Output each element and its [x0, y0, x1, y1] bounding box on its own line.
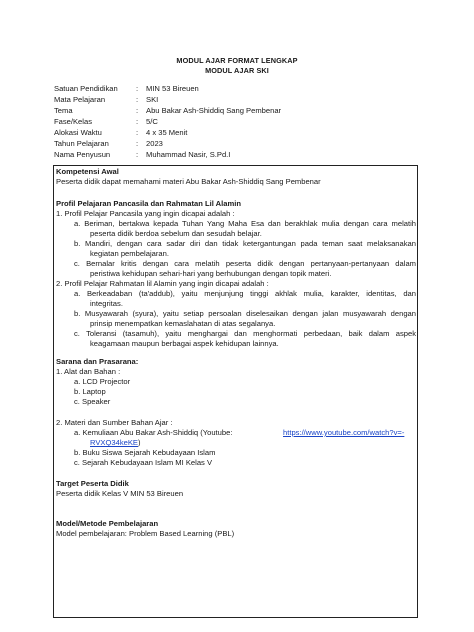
sarana-item-2c: c. Sejarah Kebudayaan Islam MI Kelas V — [74, 458, 213, 467]
info-colon: : — [136, 84, 139, 93]
profil-item-1b: b. Mandiri, dengan cara sadar diri dan tidak ketergantungan pada teman saat melaksanakan — [74, 239, 416, 248]
info-label: Nama Penyusun — [54, 150, 111, 159]
youtube-link-cont-line — [90, 438, 141, 448]
info-value: SKI — [146, 95, 159, 104]
info-value: 5/C — [146, 117, 158, 126]
youtube-link[interactable]: https://www.youtube.com/watch?v=- — [283, 428, 405, 437]
info-colon: : — [136, 95, 139, 104]
info-label: Tema — [54, 106, 73, 115]
info-value: Abu Bakar Ash-Shiddiq Sang Pembenar — [146, 106, 282, 115]
profil-item-1: 1. Profil Pelajar Pancasila yang ingin dicapai adalah : — [56, 209, 235, 218]
profil-item-2b-cont: prinsip menempatkan kemaslahatan di atas segalanya. — [90, 319, 276, 328]
profil-heading: Profil Pelajaran Pancasila dan Rahmatan Lil Alamin — [56, 199, 241, 208]
model-heading: Model/Metode Pembelajaran — [56, 519, 159, 528]
info-value: MIN 53 Bireuen — [146, 84, 199, 93]
profil-item-2b: b. Musyawarah (syura), yaitu setiap persoalan diselesaikan dengan jalan musyawarah dengan — [74, 309, 416, 318]
document-title: MODUL AJAR FORMAT LENGKAP — [176, 56, 298, 65]
target-text: Peserta didik Kelas V MIN 53 Bireuen — [56, 489, 184, 498]
info-colon: : — [136, 106, 139, 115]
info-colon: : — [136, 139, 139, 148]
sarana-item-1: 1. Alat dan Bahan : — [56, 367, 121, 376]
info-label: Satuan Pendidikan — [54, 84, 118, 93]
model-text: Model pembelajaran: Problem Based Learning (PBL) — [56, 529, 235, 538]
sarana-heading: Sarana dan Prasarana: — [56, 357, 139, 366]
profil-item-2a: a. Berkeadaban (ta'addub), yaitu menjunjung tinggi akhlak mulia, karakter, identitas, dan — [74, 289, 416, 298]
sarana-item-2b: b. Buku Siswa Sejarah Kebudayaan Islam — [74, 448, 216, 457]
sarana-item-1c: c. Speaker — [74, 397, 111, 406]
info-value: 4 x 35 Menit — [146, 128, 188, 137]
info-colon: : — [136, 150, 139, 159]
sarana-item-2: 2. Materi dan Sumber Bahan Ajar : — [56, 418, 173, 427]
profil-item-1a-cont: peserta didik berdoa sebelum dan sesudah belajar. — [90, 229, 262, 238]
target-heading: Target Peserta Didik — [56, 479, 129, 488]
profil-item-1c: c. Bernalar kritis dengan cara melatih peserta didik dengan pertanyaan-pertanyaan dalam — [74, 259, 416, 268]
info-value: 2023 — [146, 139, 163, 148]
info-label: Mata Pelajaran — [54, 95, 106, 104]
info-label: Alokasi Waktu — [54, 128, 102, 137]
document-subtitle: MODUL AJAR SKI — [205, 66, 269, 75]
kompetensi-heading: Kompetensi Awal — [56, 167, 119, 176]
profil-item-1b-cont: kegiatan pembelajaran. — [90, 249, 169, 258]
kompetensi-text: Peserta didik dapat memahami materi Abu Bakar Ash-Shiddiq Sang Pembenar — [56, 177, 321, 186]
profil-item-2: 2. Profil Pelajar Rahmatan lil Alamin yang ingin dicapai adalah : — [56, 279, 269, 288]
sarana-item-1a: a. LCD Projector — [74, 377, 131, 386]
info-colon: : — [136, 128, 139, 137]
profil-item-1c-cont: peristiwa kehidupan sehari-hari yang berhubungan dengan topik materi. — [90, 269, 332, 278]
link-close-paren: ) — [137, 438, 141, 447]
sarana-item-1b: b. Laptop — [74, 387, 106, 396]
sarana-item-2a: a. Kemuliaan Abu Bakar Ash-Shiddiq (Youtube: — [74, 428, 233, 437]
profil-item-1a: a. Beriman, bertakwa kepada Tuhan Yang Maha Esa dan berakhlak mulia dengan cara melatih — [74, 219, 416, 228]
profil-item-2a-cont: integritas. — [90, 299, 123, 308]
info-label: Fase/Kelas — [54, 117, 92, 126]
info-value: Muhammad Nasir, S.Pd.I — [146, 150, 231, 159]
profil-item-2c: c. Toleransi (tasamuh), yaitu menghargai dan menghormati perbedaan, baik dalam aspek — [74, 329, 416, 338]
info-label: Tahun Pelajaran — [54, 139, 109, 148]
youtube-link-cont[interactable]: RVXQ34keKE — [90, 438, 138, 447]
profil-item-2c-cont: keagamaan maupun berbagai aspek kehidupan lainnya. — [90, 339, 279, 348]
info-colon: : — [136, 117, 139, 126]
